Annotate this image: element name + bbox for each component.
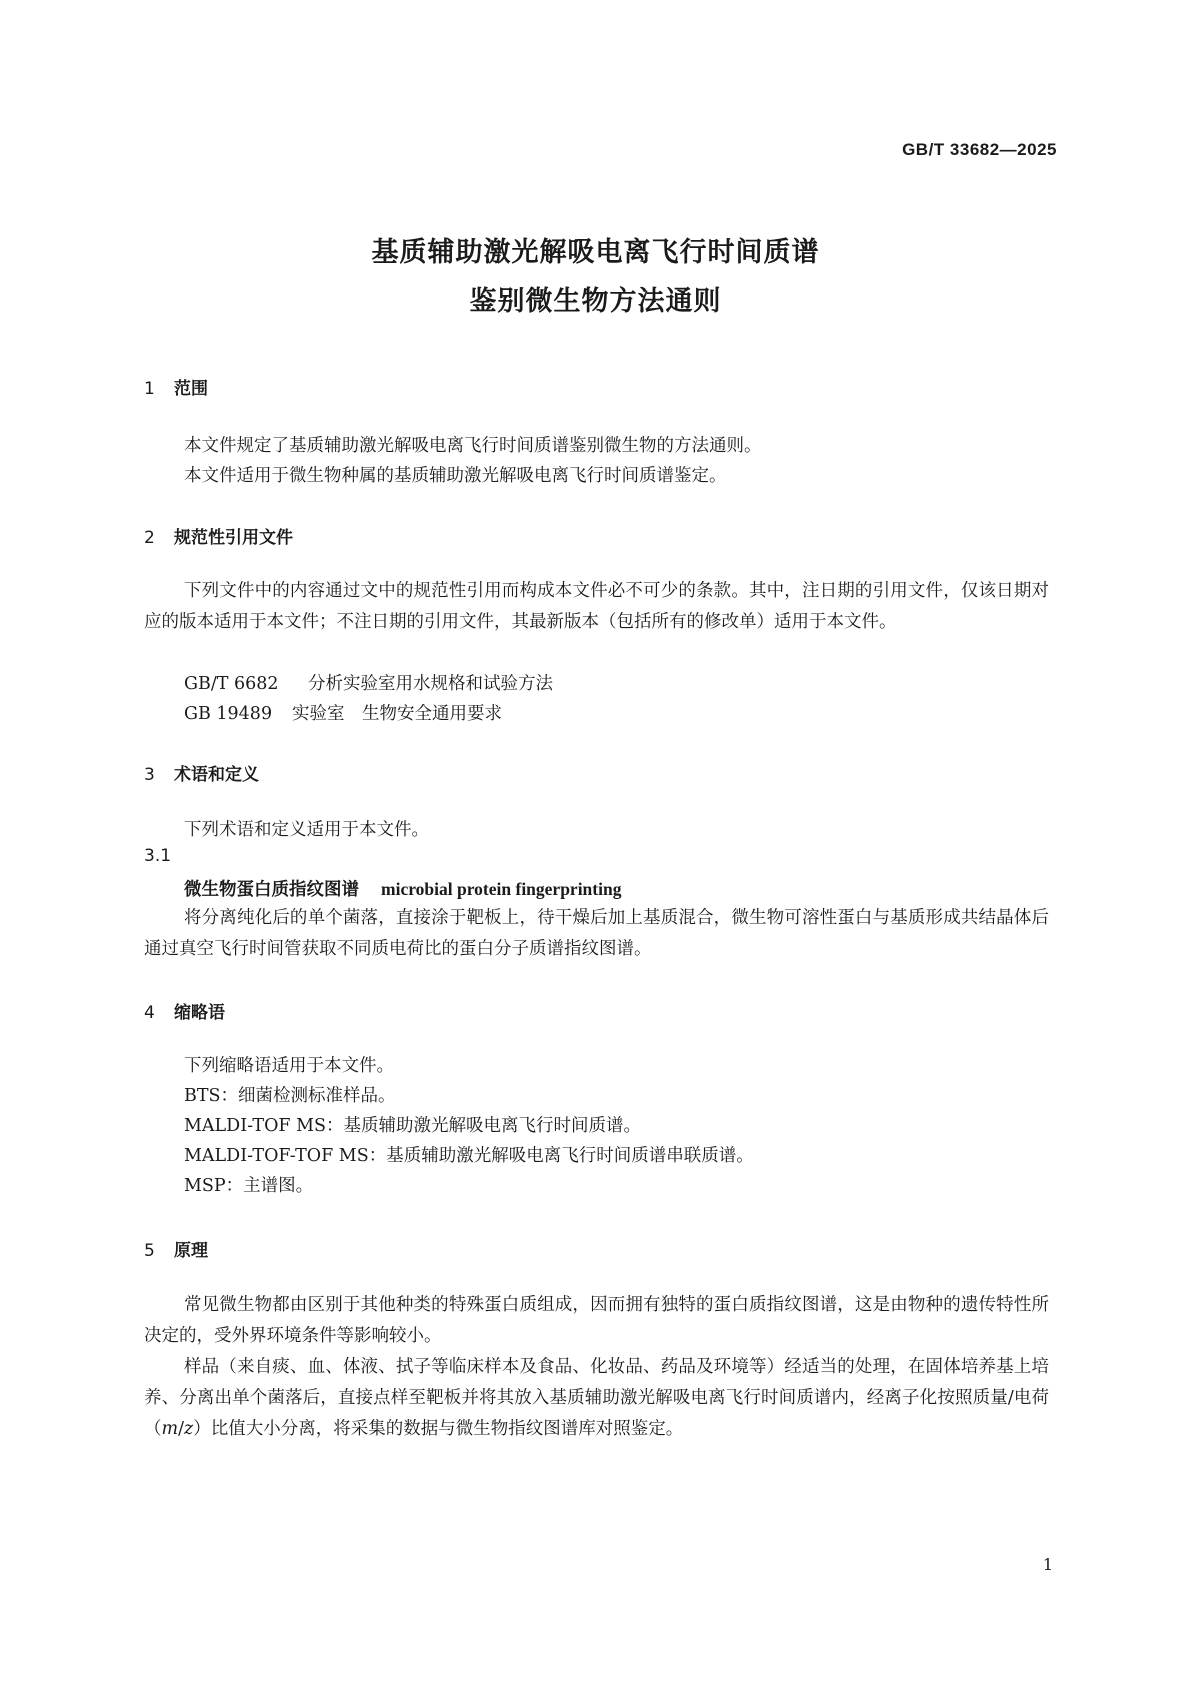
abbreviation-item: MALDI-TOF MS：基质辅助激光解吸电离飞行时间质谱。 <box>184 1116 642 1136</box>
term-number: 3.1 <box>144 846 172 866</box>
document-title-line2: 鉴别微生物方法通则 <box>469 286 722 317</box>
section-number: 5 <box>144 1241 155 1261</box>
section-title: 范围 <box>174 379 208 399</box>
reference-code: GB/T 6682 <box>184 674 279 694</box>
reference-title: 分析实验室用水规格和试验方法 <box>308 674 553 694</box>
page-number: 1 <box>1042 1555 1053 1574</box>
paragraph <box>144 1352 1049 1445</box>
section-number: 4 <box>144 1003 155 1023</box>
section-number: 3 <box>144 765 155 785</box>
section-number: 1 <box>144 379 155 399</box>
text-run: 样品（来自痰、血、体液、拭子等临床样本及食品、化妆品、药品及环境等）经适当的处理，在固体培养基上培养、分离出单个菌落后，直接点样至靶板并将其放入基质辅助激光解吸电离飞行时间质谱内，经离子化按照质量/电荷（ <box>144 1357 1049 1439</box>
document-title-line1: 基质辅助激光解吸电离飞行时间质谱 <box>371 237 820 268</box>
section-title: 原理 <box>174 1241 208 1261</box>
abbreviation-item: MSP：主谱图。 <box>184 1176 314 1196</box>
paragraph: 下列缩略语适用于本文件。 <box>184 1056 394 1076</box>
variable-z: z <box>184 1419 194 1439</box>
text-run: / <box>178 1419 185 1439</box>
paragraph: 下列文件中的内容通过文中的规范性引用而构成本文件必不可少的条款。其中，注日期的引用文件，仅该日期对应的版本适用于本文件；不注日期的引用文件，其最新版本（包括所有的修改单）适用于本文件。 <box>144 581 1049 632</box>
text-run: ）比值大小分离，将采集的数据与微生物指纹图谱库对照鉴定。 <box>193 1419 684 1439</box>
paragraph: 本文件适用于微生物种属的基质辅助激光解吸电离飞行时间质谱鉴定。 <box>184 466 727 486</box>
section-title: 规范性引用文件 <box>174 528 293 548</box>
paragraph: 下列术语和定义适用于本文件。 <box>184 820 429 840</box>
abbreviation-item: BTS：细菌检测标准样品。 <box>184 1086 396 1106</box>
variable-m: m <box>161 1419 179 1439</box>
term-chinese: 微生物蛋白质指纹图谱 <box>184 880 359 900</box>
section-1-heading <box>144 374 208 399</box>
term-definition: 将分离纯化后的单个菌落，直接涂于靶板上，待干燥后加上基质混合，微生物可溶性蛋白与基质形成共结晶体后通过真空飞行时间管获取不同质电荷比的蛋白分子质谱指纹图谱。 <box>144 908 1049 959</box>
paragraph: 本文件规定了基质辅助激光解吸电离飞行时间质谱鉴别微生物的方法通则。 <box>184 436 762 456</box>
section-title: 术语和定义 <box>174 765 259 785</box>
term-entry <box>184 876 621 901</box>
standard-number: GB/T 33682—2025 <box>902 140 1057 159</box>
paragraph: 常见微生物都由区别于其他种类的特殊蛋白质组成，因而拥有独特的蛋白质指纹图谱，这是由物种的遗传特性所决定的，受外界环境条件等影响较小。 <box>144 1295 1049 1346</box>
reference-code: GB 19489 <box>184 704 273 724</box>
normative-reference <box>184 700 502 725</box>
section-2-heading <box>144 523 293 548</box>
section-4-heading <box>144 998 225 1023</box>
abbreviation-item: MALDI-TOF-TOF MS：基质辅助激光解吸电离飞行时间质谱串联质谱。 <box>184 1146 754 1166</box>
section-title: 缩略语 <box>174 1003 225 1023</box>
section-number: 2 <box>144 528 155 548</box>
term-english: microbial protein fingerprinting <box>381 879 622 899</box>
normative-reference <box>184 670 553 695</box>
section-5-heading <box>144 1236 208 1261</box>
section-3-heading <box>144 760 259 785</box>
reference-title: 实验室 生物安全通用要求 <box>292 704 502 724</box>
